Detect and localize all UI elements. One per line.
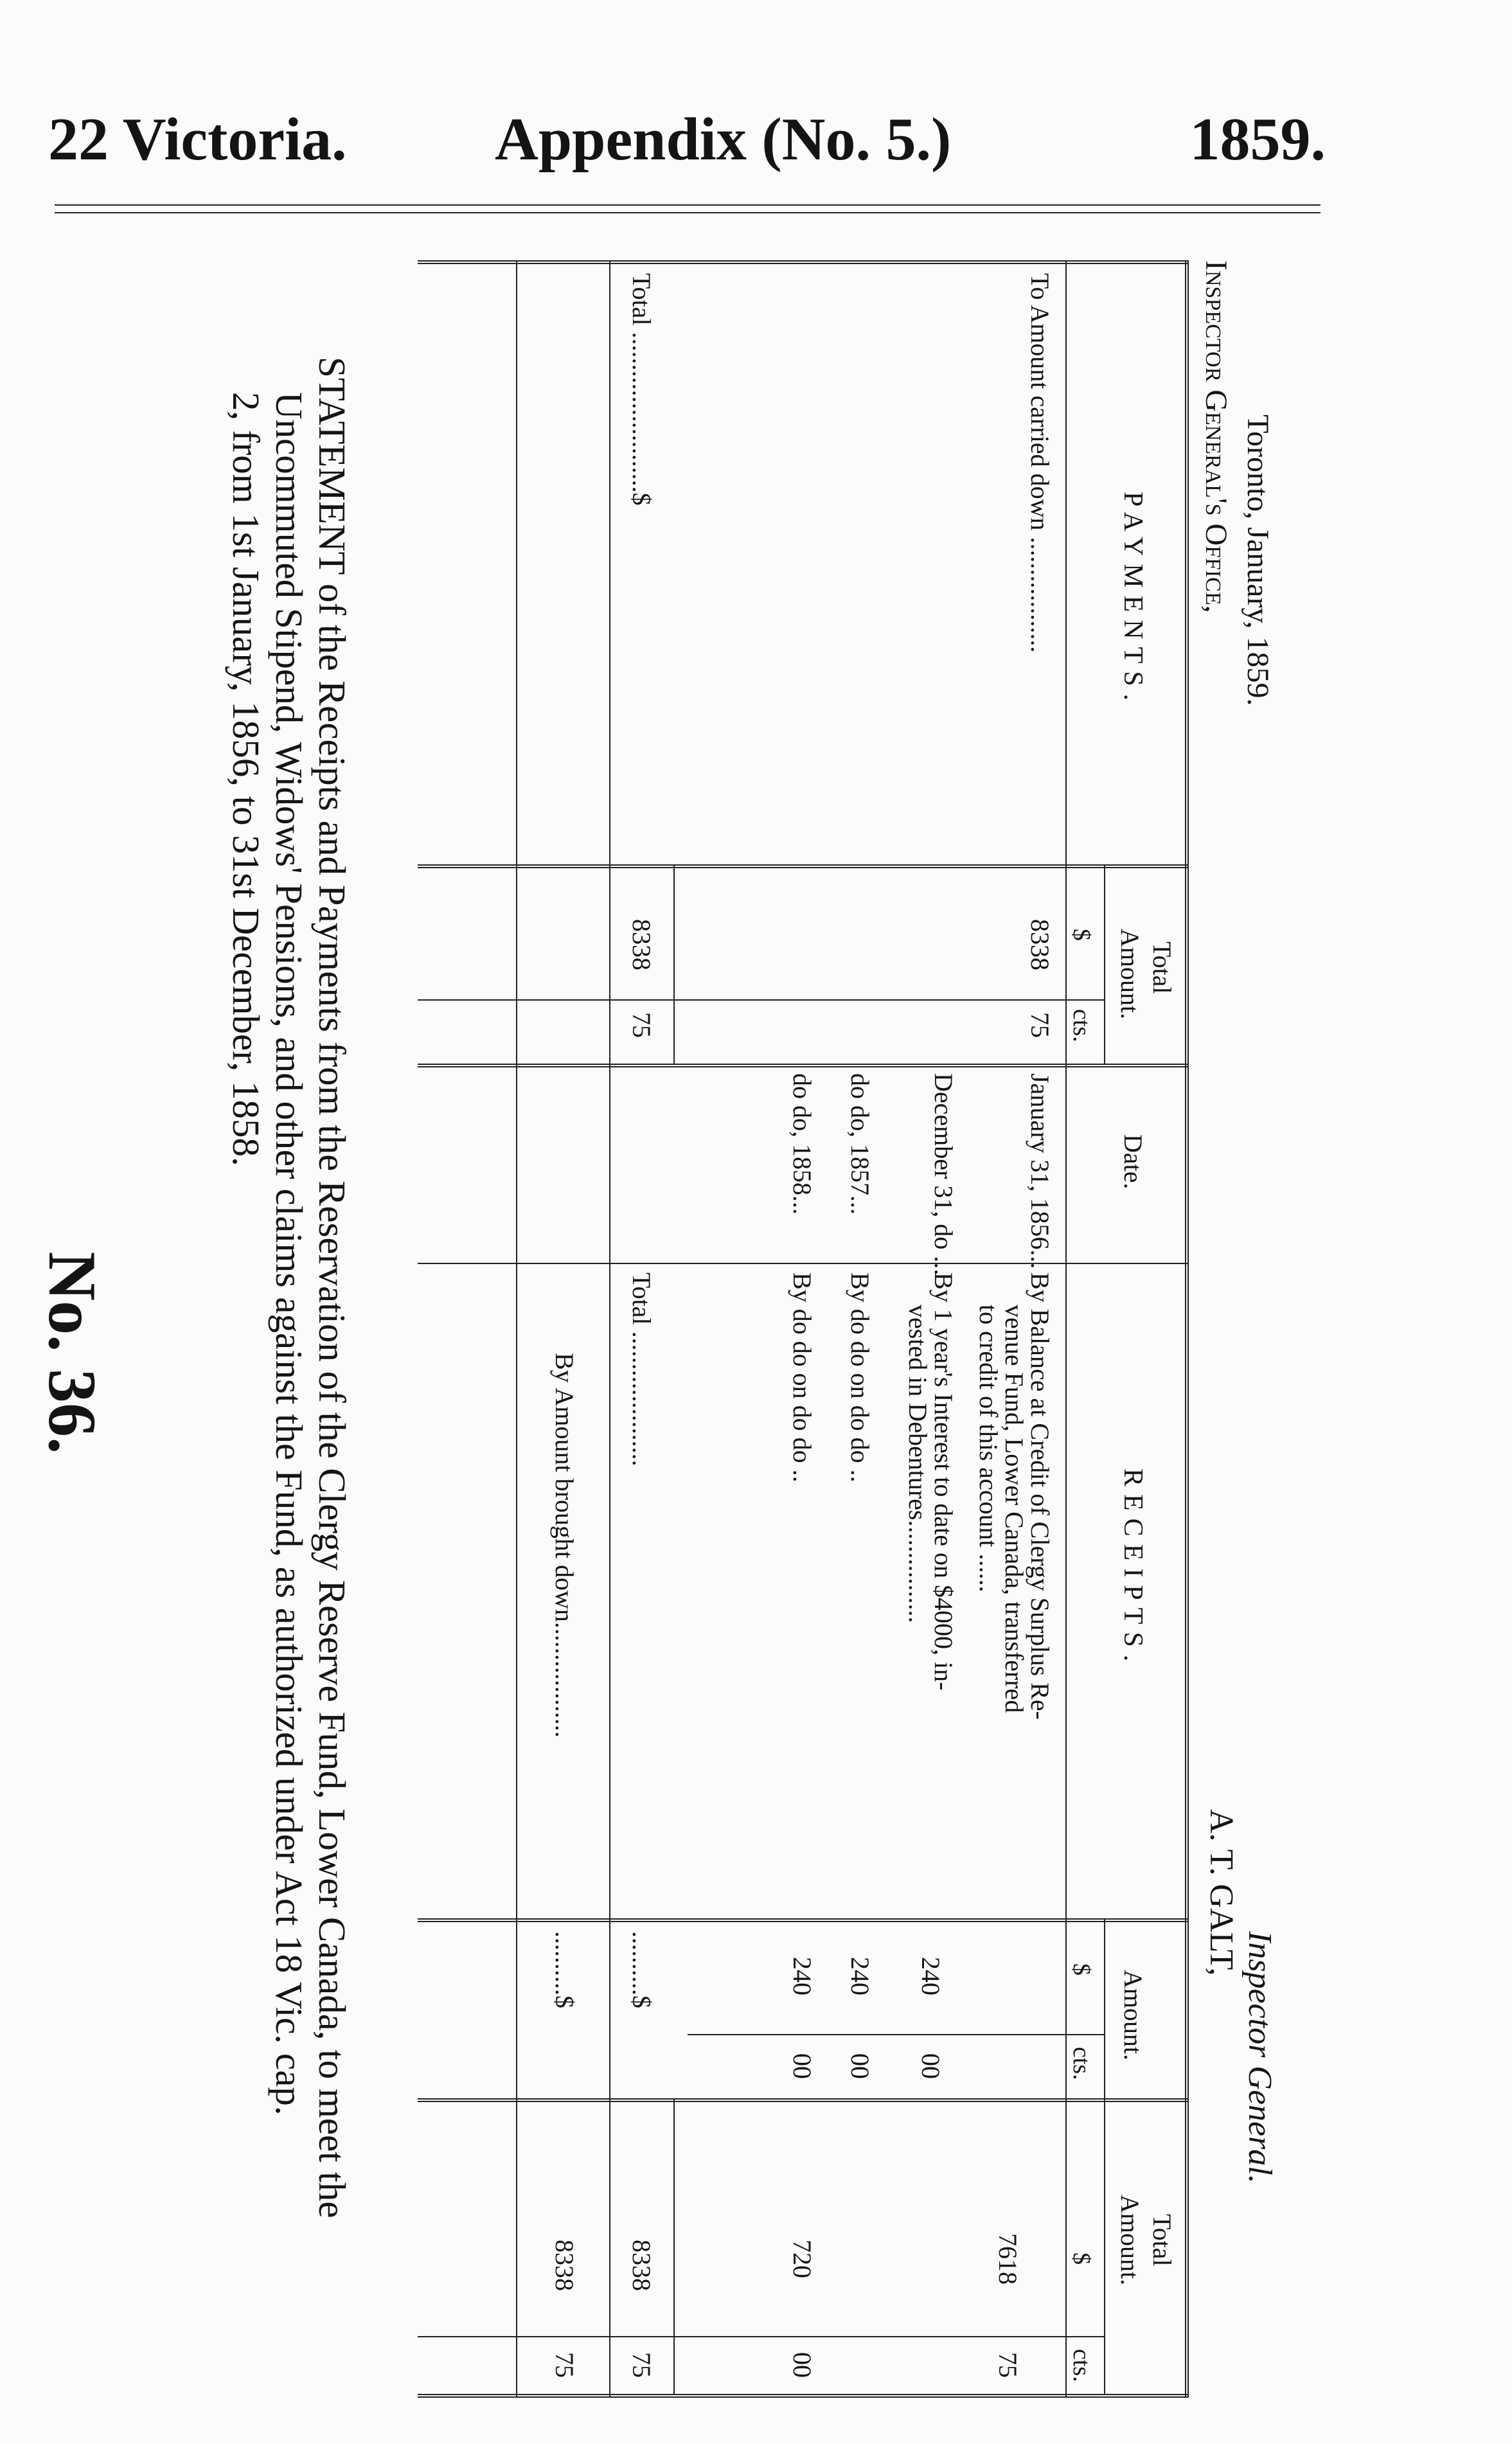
sub-rule — [1104, 864, 1105, 1064]
statement-line: STATEMENT of the Receipts and Payments from the Reservation of the Clergy Reserve Fund, Lower Canada, to meet the — [311, 357, 353, 2218]
column-rule — [418, 1918, 1189, 1922]
receipts-total-label: Total ..................... — [627, 1272, 656, 1467]
column-rule — [418, 1064, 1189, 1067]
total-rule — [673, 864, 675, 1064]
receipt-amount-cents: 00 — [846, 2053, 875, 2079]
cents-header: cts. — [1068, 2349, 1095, 2382]
receipt-date: do do, 1857... — [846, 1073, 875, 1215]
receipt-date: January 31, 1856... — [1026, 1073, 1054, 1269]
receipts-total-cents: 75 — [627, 2352, 656, 2378]
cents-header: cts. — [1068, 1009, 1095, 1042]
dollar-header: $ — [1068, 929, 1095, 941]
header-bottom-rule — [1065, 260, 1067, 2398]
cents-rule — [688, 2034, 1105, 2035]
total-rule — [673, 2098, 675, 2394]
total-header: Total — [1148, 2214, 1177, 2267]
amount-subheader: Amount. — [1116, 2195, 1144, 2286]
receipt-total-dollars: 7618 — [993, 2233, 1022, 2285]
receipt-desc: By do do on do do .. — [788, 1272, 817, 1483]
table-top-rule — [1185, 260, 1189, 2398]
receipt-total-cents: 75 — [993, 2352, 1022, 2378]
payment-dollars: 8338 — [1026, 919, 1054, 970]
total-header: Total — [1148, 941, 1177, 994]
sub-rule — [1104, 2098, 1105, 2394]
document-number: No. 36. — [35, 1251, 110, 1454]
statement-line: 2, from 1st January, 1856, to 31st December, 1858. — [225, 392, 267, 1166]
header-appendix: Appendix (No. 5.) — [495, 106, 952, 173]
brought-down-rule — [516, 260, 517, 2398]
brought-down-cents: 75 — [550, 2352, 579, 2378]
receipt-desc: By Balance at Credit of Clergy Surplus Re- — [1026, 1272, 1054, 1720]
column-rule — [418, 1263, 1189, 1264]
signatory-title: Inspector General. — [1241, 1931, 1278, 2184]
dollar-header: $ — [1068, 2252, 1095, 2265]
dollar-header: $ — [1068, 1963, 1095, 1976]
date-header: Date. — [1119, 1134, 1148, 1190]
table-border — [418, 260, 1189, 264]
receipt-date: do do, 1858... — [788, 1073, 817, 1215]
receipts-header: RECEIPTS. — [1118, 1468, 1148, 1670]
amount-header: Amount. — [1119, 1970, 1148, 2061]
receipts-total-dollars: 8338 — [627, 2240, 656, 2291]
cents-header: cts. — [1068, 2047, 1095, 2080]
brought-down-label: By Amount brought down.................. — [550, 1353, 579, 1738]
payments-total-label: Total .........................$ — [627, 273, 656, 506]
receipt-total-cents: 00 — [788, 2352, 817, 2378]
amount-subheader: Amount. — [1116, 929, 1144, 1020]
header-volume: 22 Victoria. — [48, 106, 347, 173]
receipt-desc: venue Fund, Lower Canada, transferred — [1000, 1305, 1029, 1713]
rotated-statement-page — [35, 202, 1337, 2407]
receipt-amount-cents: 00 — [788, 2053, 817, 2079]
receipt-total-dollars: 720 — [788, 2240, 817, 2278]
receipt-desc: By do do on do do .. — [846, 1272, 875, 1483]
office-name: Inspector General's Office, — [1199, 260, 1233, 613]
cents-rule — [418, 999, 1105, 1001]
receipt-desc: vested in Debentures................ — [903, 1305, 932, 1623]
receipt-desc: By 1 year's Interest to date on $4000, in- — [929, 1272, 958, 1691]
brought-down-dollars: 8338 — [550, 2240, 579, 2291]
statement-line: Uncommuted Stipend, Widows' Pensions, and other claims against the Fund, as authorized under Act 18 Vic. cap. — [268, 392, 310, 2116]
receipt-amount-dollars: 240 — [788, 1957, 817, 1995]
accounts-table — [418, 260, 1189, 2394]
receipt-amount-dollars: 240 — [916, 1957, 945, 1995]
cents-rule — [418, 2336, 1105, 2337]
header-year: 1859. — [1189, 106, 1326, 173]
payment-label: To Amount carried down .................. — [1026, 273, 1054, 653]
payments-header: PAYMENTS. — [1118, 492, 1148, 709]
statement-title — [224, 357, 353, 2413]
payments-total-cents: 75 — [627, 1012, 656, 1038]
receipt-desc: to credit of this account ...... — [974, 1305, 1003, 1592]
receipt-amount-dollars: 240 — [846, 1957, 875, 1995]
receipts-total-dots: ..........$ — [627, 1931, 656, 2008]
total-bottom-rule — [609, 260, 610, 2398]
payments-total-dollars: 8338 — [627, 919, 656, 970]
office-place-date: Toronto, January, 1859. — [1241, 415, 1275, 706]
receipt-amount-cents: 00 — [916, 2053, 945, 2079]
column-rule — [418, 2098, 1189, 2102]
receipt-date: December 31, do ... — [929, 1073, 958, 1276]
brought-down-dots: ..........$ — [550, 1931, 579, 2008]
table-border — [418, 2394, 1189, 2398]
sub-rule — [1104, 1918, 1105, 2098]
payment-cents: 75 — [1026, 1012, 1054, 1038]
signatory-name: A. T. GALT, — [1203, 1809, 1240, 1976]
column-rule — [418, 864, 1189, 868]
